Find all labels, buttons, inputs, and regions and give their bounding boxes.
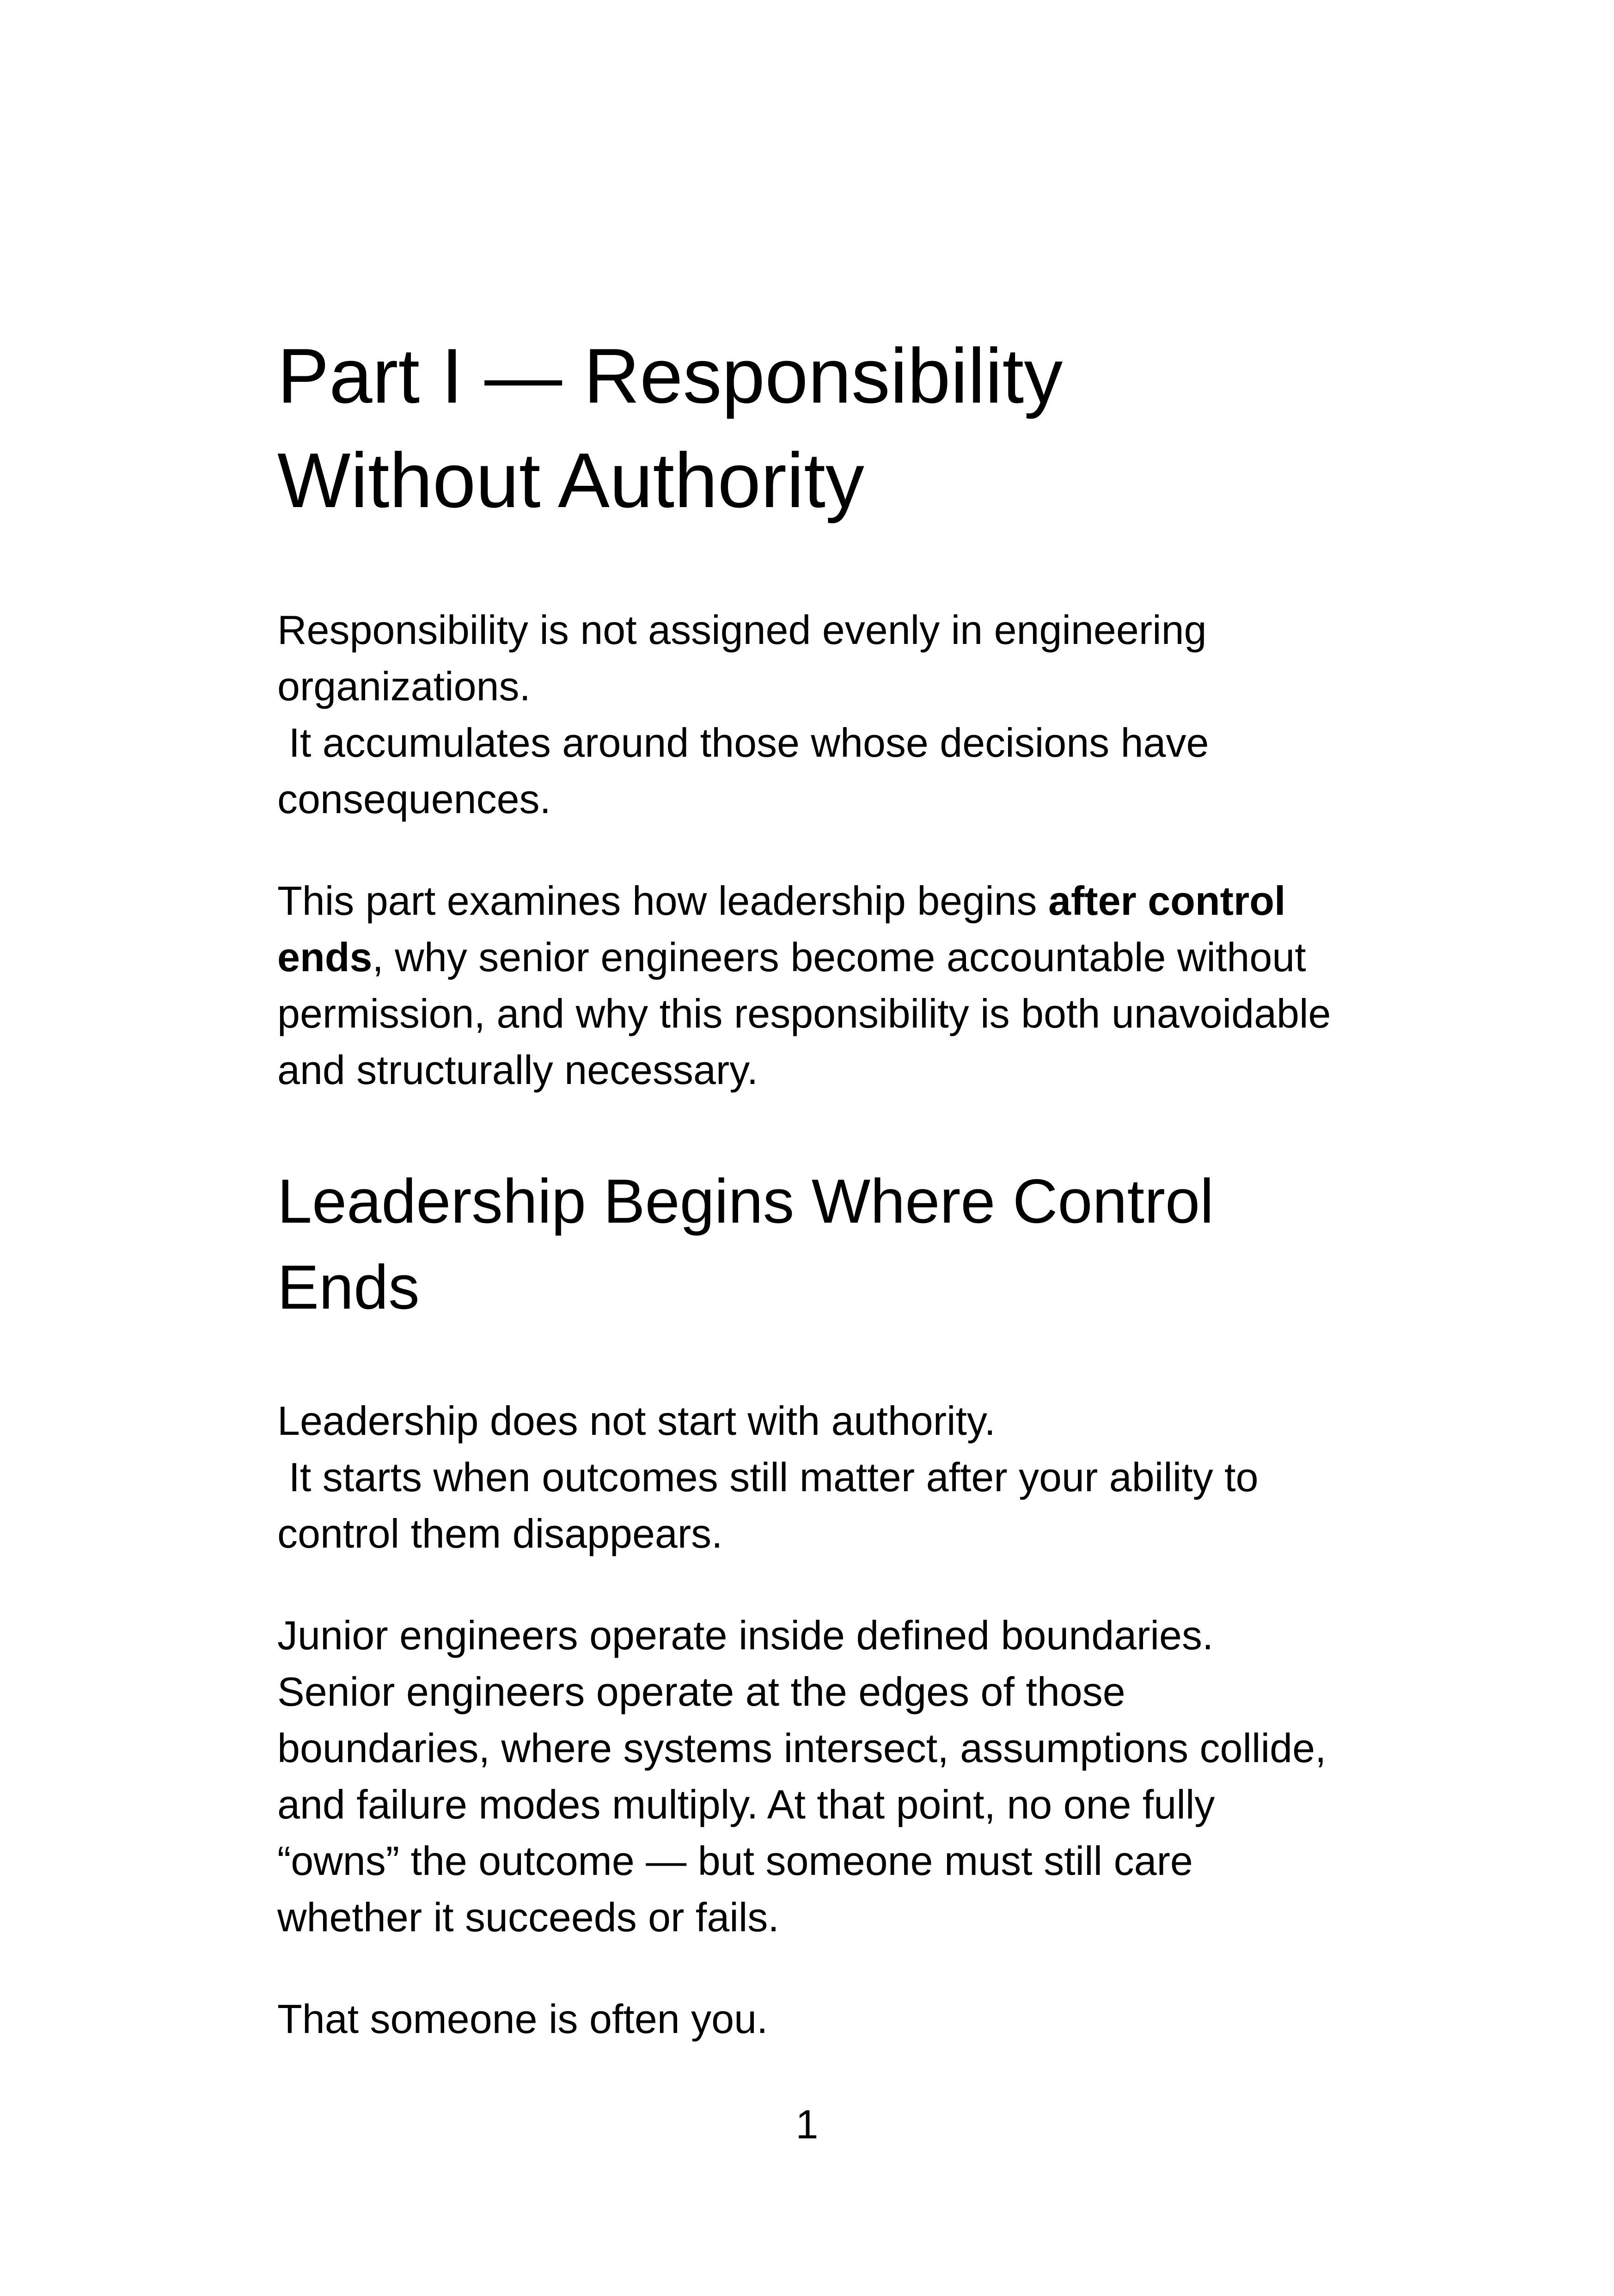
intro-paragraph-1 [277,602,1340,827]
section-title-line-2: Ends [277,1252,420,1322]
part-title-line-2: Without Authority [277,437,864,524]
page-content [277,324,1340,2093]
intro-paragraph-1-line-1: Responsibility is not assigned evenly in engineering organizations. [277,607,1218,709]
intro-paragraph-2 [277,873,1340,1098]
section-paragraph-1-line-2: It starts when outcomes still matter after your ability to control them disappears. [277,1454,1270,1556]
intro-paragraph-1-line-2: It accumulates around those whose decisions have consequences. [277,720,1220,822]
section-title-line-1: Leadership Begins Where Control [277,1166,1214,1236]
page-number: 1 [795,2101,819,2147]
section-title [277,1158,1340,1330]
intro-paragraph-2-text-after: , why senior engineers become accountable without permission, and why this responsibility is both unavoidable and structurally necessary. [277,934,1342,1093]
section-paragraph-2: Junior engineers operate inside defined boundaries. Senior engineers operate at the edges of those boundaries, where systems intersect, assumptions collide, and failure modes multiply. At that point, no one fully “owns” the outcome — but someone must still care whether it succeeds or fails. [277,1612,1327,1940]
part-title [277,324,1340,533]
intro-paragraph-2-bold: after control ends [277,878,1286,980]
section-spacer [277,1098,1340,1158]
section-paragraph-1 [277,1393,1340,1562]
section-paragraph-3: That someone is often you. [277,1996,768,2042]
section-paragraph-1-line-1: Leadership does not start with authority. [277,1398,996,1444]
intro-paragraph-2-text-before: This part examines how leadership begins [277,878,1049,924]
part-title-line-1: Part I — Responsibility [277,332,1063,419]
